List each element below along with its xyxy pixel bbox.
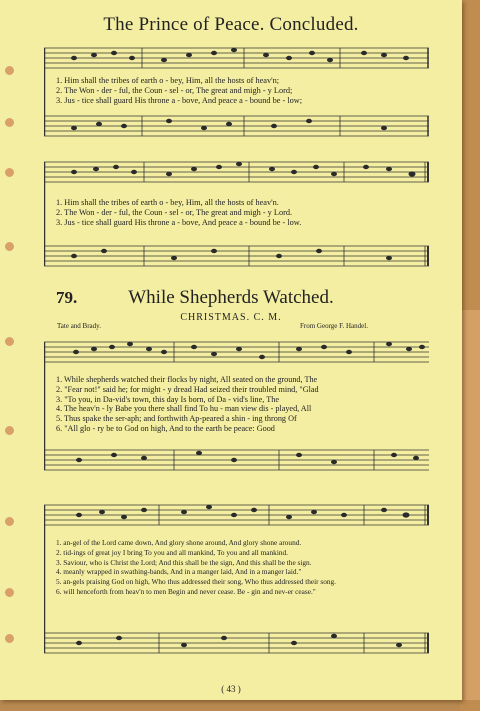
binding-hole: [5, 168, 14, 177]
binding-hole: [5, 588, 14, 597]
lyric-line: 2. "Fear not!" said he; for might - y dread Had seized their troubled mind, "Glad: [56, 384, 319, 394]
lyric-line: 2. tid-ings of great joy I bring To you and all mankind, To you and all mankind.: [56, 547, 288, 557]
lyric-line: 1. While shepherds watched their flocks by night, All seated on the ground, The: [56, 375, 318, 384]
binding-hole: [5, 242, 14, 251]
binding-hole: [5, 634, 14, 643]
lyric-line: 3. "To you, in Da-vid's town, this day Is born, of Da - vid's line, The: [56, 394, 279, 404]
lyric-line: 3. Jus - tice shall guard His throne a - bove, And peace a - bound be - low.: [56, 217, 302, 227]
words-credit: Tate and Brady.: [57, 322, 101, 330]
page-number: ( 43 ): [221, 684, 241, 694]
lyric-line: 5. Thus spake the ser-aph; and forthwith Ap-peared a shin - ing throng Of: [56, 414, 297, 424]
binding-hole: [5, 66, 14, 75]
lyrics-block: [56, 538, 336, 597]
lyric-line: 1. Him shall the tribes of earth o - bey, Him, all the hosts of heav'n.: [56, 198, 279, 207]
hymn-title: While Shepherds Watched.: [128, 287, 334, 308]
binding-hole: [5, 337, 14, 346]
lyric-line: 6. will henceforth from heav'n to men Begin and never cease. Be - gin and nev-er cease.": [56, 586, 316, 596]
lyric-line: 1. Him shall the tribes of earth o - bey, Him, all the hosts of heav'n;: [56, 76, 280, 85]
lyrics-block: [56, 76, 302, 105]
lyric-line: 3. Jus - tice shall guard His throne a - bove, And peace a - bound be - low;: [56, 95, 303, 105]
lyric-line: 4. The heav'n - ly Babe you there shall find To hu - man view dis - played, All: [56, 404, 312, 414]
binding-hole: [5, 517, 14, 526]
hymn-number: 79.: [56, 288, 78, 307]
lyric-line: 6. "All glo - ry be to God on high, And to the earth be peace: Good: [56, 423, 275, 433]
lyrics-block: [56, 198, 301, 227]
lyric-line: 1. an-gel of the Lord came down, And glory shone around, And glory shone around.: [56, 538, 302, 547]
lyric-line: 2. The Won - der - ful, the Coun - sel - or, The great and migh - y Lord.: [56, 207, 293, 217]
tune-name: CHRISTMAS. C. M.: [180, 312, 282, 323]
page-title: The Prince of Peace. Concluded.: [103, 14, 359, 35]
lyric-line: 3. Saviour, who is Christ the Lord; And this shall be the sign, And this shall be the sign.: [56, 557, 312, 567]
binding-hole: [5, 426, 14, 435]
wooden-frame-strip: [462, 310, 480, 700]
music-credit: From George F. Handel.: [300, 322, 368, 330]
lyric-line: 5. an-gels praising God on high, Who thus addressed their song, Who thus addressed their song.: [56, 577, 337, 587]
lyric-line: 4. meanly wrapped in swathing-bands, And in a manger laid, And in a manger laid.": [56, 567, 302, 577]
binding-hole: [5, 118, 14, 127]
lyrics-block: [56, 375, 319, 434]
lyric-line: 2. The Won - der - ful, the Coun - sel - or, The great and migh - y Lord;: [56, 85, 293, 95]
